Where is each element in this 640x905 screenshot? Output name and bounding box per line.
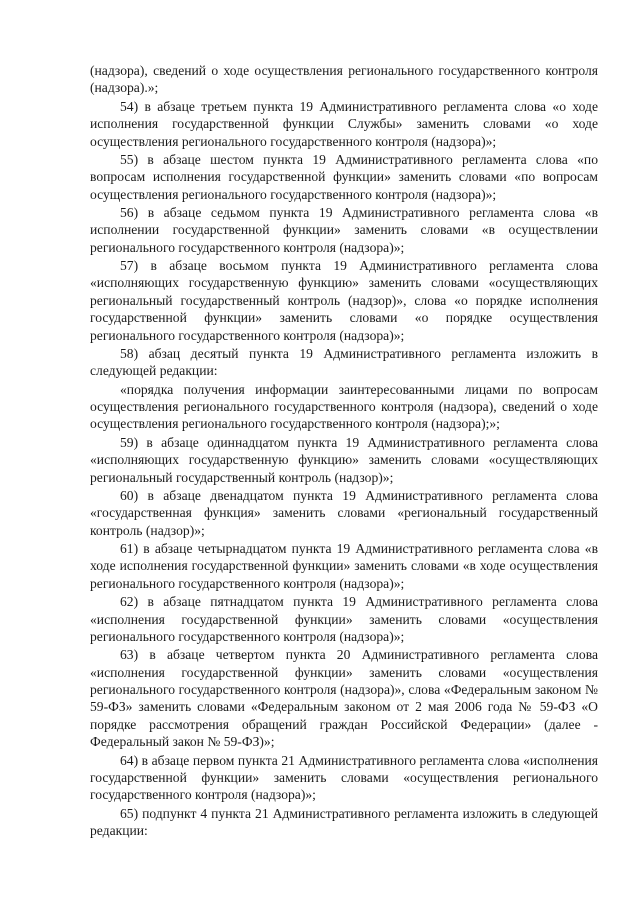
paragraph-65: 65) подпункт 4 пункта 21 Административного регламента изложить в следующей редакции: <box>90 805 598 839</box>
paragraph-56: 56) в абзаце седьмом пункта 19 Административного регламента слова «в исполнении государственной функции» заменить словами «в осуществлении регионального государственного контроля (надзора)»; <box>90 204 598 255</box>
paragraph-58-quote: «порядка получения информации заинтересованными лицами по вопросам осуществления регионального государственного контроля (надзора), сведений о ходе осуществления регионального государственного контроля (надзора);»; <box>90 381 598 432</box>
paragraph-63: 63) в абзаце четвертом пункта 20 Административного регламента слова «исполнения государственной функции» заменить словами «осуществления регионального государственного контроля (надзора)», слова «Федеральным законом № 59-ФЗ» заменить словами «Федеральным законом от 2 мая 2006 года № 59-ФЗ «О порядке рассмотрения обращений граждан Российской Федерации» (далее - Федеральный закон № 59-ФЗ)»; <box>90 647 598 750</box>
paragraph-54: 54) в абзаце третьем пункта 19 Административного регламента слова «о ходе исполнения государственной функции Службы» заменить словами «о ходе осуществления регионального государственного контроля (надзора)»; <box>90 98 598 149</box>
paragraph-58: 58) абзац десятый пункта 19 Административного регламента изложить в следующей редакции: <box>90 345 598 379</box>
paragraph-57: 57) в абзаце восьмом пункта 19 Административного регламента слова «исполняющих государственную функцию» заменить словами «осуществляющих региональный государственный контроль (надзор)», слова «о порядке исполнения государственной функции» заменить словами «о порядке осуществления регионального государственного контроля (надзора)»; <box>90 258 598 343</box>
paragraph-62: 62) в абзаце пятнадцатом пункта 19 Административного регламента слова «исполнения государственной функции» заменить словами «осуществления регионального государственного контроля (надзора)»; <box>90 594 598 644</box>
paragraph-60: 60) в абзаце двенадцатом пункта 19 Административного регламента слова «государственная функция» заменить словами «региональный государственный контроль (надзор)»; <box>90 487 598 538</box>
paragraph-61: 61) в абзаце четырнадцатом пункта 19 Административного регламента слова «в ходе исполнения государственной функции» заменить словами «в ходе осуществления регионального государственного контроля (надзора)»; <box>90 540 598 591</box>
document-page <box>90 62 598 840</box>
paragraph-55: 55) в абзаце шестом пункта 19 Административного регламента слова «по вопросам исполнения государственной функции» заменить словами «по вопросам осуществления регионального государственного контроля (надзора)»; <box>90 151 598 202</box>
paragraph-64: 64) в абзаце первом пункта 21 Административного регламента слова «исполнения государственной функции» заменить словами «осуществления регионального государственного контроля (надзора)»; <box>90 752 598 803</box>
paragraph-59: 59) в абзаце одиннадцатом пункта 19 Административного регламента слова «исполняющих государственную функцию» заменить словами «осуществляющих региональный государственный контроль (надзор)»; <box>90 434 598 485</box>
paragraph-continuation: (надзора), сведений о ходе осуществления регионального государственного контроля (надзора).»; <box>90 63 598 96</box>
